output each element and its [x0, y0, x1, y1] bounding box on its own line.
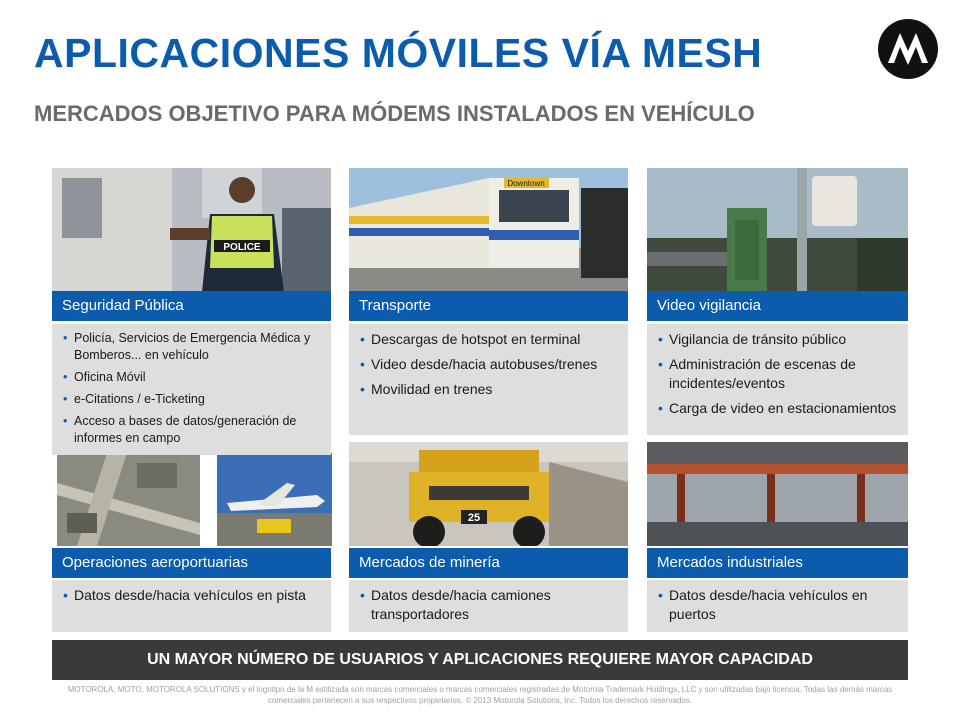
airport-aerial-photo: [57, 453, 200, 546]
list-item: • Datos desde/hacia camiones transportadores: [359, 586, 618, 624]
mining-truck-photo: [349, 442, 628, 546]
list-item: • Policía, Servicios de Emergencia Médica y Bomberos... en vehículo: [62, 330, 321, 364]
card-header-video-vigilancia: Video vigilancia: [647, 291, 908, 321]
list-item: • Movilidad en trenes: [359, 380, 618, 399]
list-item: • e-Citations / e-Ticketing: [62, 391, 321, 408]
capacity-banner: UN MAYOR NÚMERO DE USUARIOS Y APLICACIONES REQUIERE MAYOR CAPACIDAD: [52, 640, 908, 680]
card-header-seguridad-publica: Seguridad Pública: [52, 291, 331, 321]
card-header-mercados-industriales: Mercados industriales: [647, 548, 908, 578]
page-subtitle: MERCADOS OBJETIVO PARA MÓDEMS INSTALADOS EN VEHÍCULO: [34, 101, 755, 126]
card-panel-mercados-mineria: [349, 580, 628, 632]
card-header-mercados-mineria: Mercados de minería: [349, 548, 628, 578]
legal-footer: MOTOROLA, MOTO, MOTOROLA SOLUTIONS y el logotipo de la M estilizada son marcas comerciales o marcas comerciales registradas de Motorola Trademark Holdings, LLC y son utilizadas bajo licencia. Todas las demás marcas comerciales pertenecen a sus respectivos propietarios. © 2013 Motorola Solutions, Inc. Todos los derechos reservados.: [67, 685, 893, 705]
card-panel-operaciones-aeroportuarias: [52, 580, 331, 632]
page-title: APLICACIONES MÓVILES VÍA MESH: [34, 30, 763, 76]
card-panel-seguridad-publica: [52, 324, 331, 455]
card-panel-mercados-industriales: [647, 580, 908, 632]
port-cranes-photo: [647, 442, 908, 546]
card-header-operaciones-aeroportuarias: Operaciones aeroportuarias: [52, 548, 331, 578]
surveillance-camera-photo: [647, 168, 908, 292]
motorola-logo-icon: [878, 19, 938, 79]
list-item: • Descargas de hotspot en terminal: [359, 330, 618, 349]
list-item: • Administración de escenas de incidentes/eventos: [657, 355, 898, 393]
list-item: • Vigilancia de tránsito público: [657, 330, 898, 349]
airport-plane-photo: [217, 453, 332, 546]
card-header-transporte: Transporte: [349, 291, 628, 321]
police-officer-photo: [52, 168, 331, 292]
truck-number-text: 25: [467, 512, 481, 524]
list-item: • Datos desde/hacia vehículos en puertos: [657, 586, 898, 624]
list-item: • Oficina Móvil: [62, 369, 321, 386]
list-item: • Datos desde/hacia vehículos en pista: [62, 586, 321, 605]
police-badge-text: POLICE: [223, 242, 261, 253]
train-destination-sign: Downtown: [507, 179, 545, 188]
list-item: • Video desde/hacia autobuses/trenes: [359, 355, 618, 374]
list-item: • Acceso a bases de datos/generación de informes en campo: [62, 413, 321, 447]
train-photo: [349, 168, 628, 292]
list-item: • Carga de video en estacionamientos: [657, 399, 898, 418]
card-panel-video-vigilancia: [647, 324, 908, 435]
card-panel-transporte: [349, 324, 628, 435]
